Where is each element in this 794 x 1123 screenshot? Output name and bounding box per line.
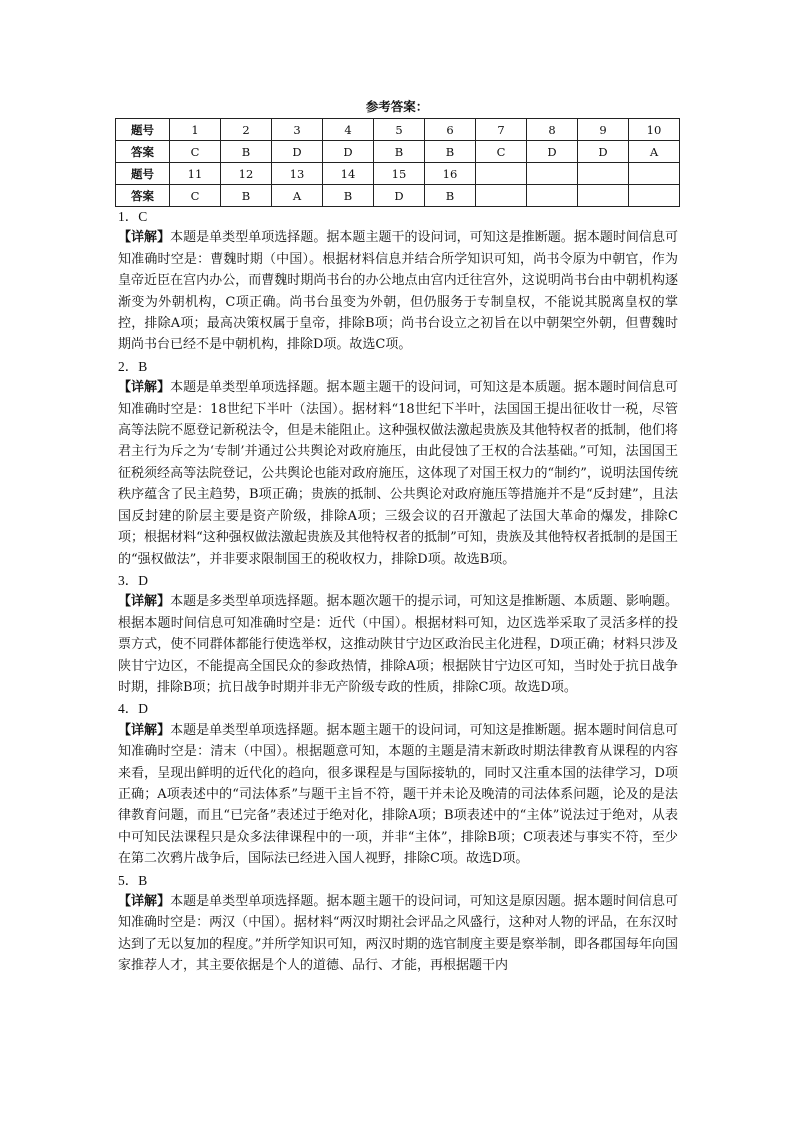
table-cell: B (221, 141, 272, 163)
explanation-tag: 【详解】 (118, 894, 171, 909)
table-cell: 8 (527, 119, 578, 141)
answer-explanation (118, 720, 678, 870)
table-cell: 12 (221, 163, 272, 185)
table-cell (476, 185, 527, 207)
table-cell: 13 (272, 163, 323, 185)
explanation-text: 本题是单类型单项选择题。据本题主题干的设问词，可知这是本质题。据本题时间信息可知准确时空是：18世纪下半叶（法国）。据材料“18世纪下半叶，法国国王提出征收廿一税，尽管高等法院不愿登记新税法令，但是未能阻止。这种强权做法激起贵族及其他特权者的抵制，他们将君主行为斥之为‘专制’并通过公共舆论对政府施压，由此侵蚀了王权的合法基础。”可知，法国国王征税须经高等法院登记，公共舆论也能对政府施压，这体现了对国王权力的“制约”，说明法国传统秩序蕴含了民主趋势，B项正确；贵族的抵制、公共舆论对政府施压等措施并不是“反封建”，且法国反封建的阶层主要是资产阶级，排除A项；三级会议的召开激起了法国大革命的爆发，排除C项；根据材料“这种强权做法激起贵族及其他特权者的抵制”可知，贵族及其他特权者抵制的是国王的“强权做法”，并非要求限制国王的税收权力，排除D项。故选B项。 (118, 380, 678, 567)
explanation-text: 本题是单类型单项选择题。据本题主题干的设问词，可知这是推断题。据本题时间信息可知准确时空是：清末（中国）。根据题意可知，本题的主题是清末新政时期法律教育从课程的内容来看，呈现出鲜明的近代化的趋向，很多课程是与国际接轨的，同时又注重本国的法律学习，D项正确；A项表述中的“司法体系”与题干主旨不符，题干并未论及晚清的司法体系问题，论及的是法律教育问题，而且“已完备”表述过于绝对化，排除A项；B项表述中的“主体”说法过于绝对，从表中可知民法课程只是众多法律课程中的一项，并非“主体”，排除B项；C项表述与事实不符，至少在第二次鸦片战争后，国际法已经进入国人视野，排除C项。故选D项。 (118, 722, 678, 867)
table-cell: 5 (374, 119, 425, 141)
table-cell: B (323, 185, 374, 207)
row-header: 题号 (116, 163, 170, 185)
table-cell: B (374, 141, 425, 163)
answer-number: 4．D (118, 701, 148, 717)
table-cell: 14 (323, 163, 374, 185)
table-cell: C (170, 185, 221, 207)
answer-explanation (118, 227, 678, 355)
table-cell: B (425, 185, 476, 207)
answer-number: 2．B (118, 358, 148, 374)
table-row (116, 119, 680, 141)
answer-explanation (118, 591, 678, 698)
table-cell (629, 185, 680, 207)
table-cell: 2 (221, 119, 272, 141)
table-cell: 11 (170, 163, 221, 185)
answer-key-title: 参考答案： (365, 99, 429, 114)
table-cell: 16 (425, 163, 476, 185)
table-cell: C (476, 141, 527, 163)
answer-number: 5．B (118, 872, 148, 888)
table-cell (476, 163, 527, 185)
table-row (116, 141, 680, 163)
table-cell (527, 163, 578, 185)
explanation-tag: 【详解】 (118, 594, 171, 610)
table-cell: 3 (272, 119, 323, 141)
table-cell: D (272, 141, 323, 163)
answer-explanation (118, 891, 678, 977)
row-header: 答案 (116, 185, 170, 207)
table-cell: B (425, 141, 476, 163)
table-cell: 4 (323, 119, 374, 141)
answer-table (115, 118, 680, 207)
table-cell (578, 185, 629, 207)
answer-number: 3．D (118, 572, 148, 588)
answer-explanation (118, 377, 678, 570)
explanation-tag: 【详解】 (118, 230, 171, 246)
table-cell: 9 (578, 119, 629, 141)
table-cell (527, 185, 578, 207)
table-cell: A (629, 141, 680, 163)
table-cell: 6 (425, 119, 476, 141)
explanation-text: 本题是单类型单项选择题。据本题主题干的设问词，可知这是推断题。据本题时间信息可知准确时空是：曹魏时期（中国）。根据材料信息并结合所学知识可知，尚书令原为中朝官，作为皇帝近臣在宫内办公，而曹魏时期尚书台的办公地点由宫内迁往宫外，这说明尚书台由中朝机构逐渐变为外朝机构，C项正确。尚书台虽变为外朝，但仍服务于专制皇权，不能说其脱离皇权的掌控，排除A项；最高决策权属于皇帝，排除B项；尚书台设立之初旨在以中朝架空外朝，但曹魏时期尚书台已经不是中朝机构，排除D项。故选C项。 (118, 230, 678, 353)
row-header: 题号 (116, 119, 170, 141)
explanation-tag: 【详解】 (118, 722, 171, 738)
table-cell: 10 (629, 119, 680, 141)
explanation-text: 本题是多类型单项选择题。据本题次题干的提示词，可知这是推断题、本质题、影响题。根据本题时间信息可知准确时空是：近代（中国）。根据材料可知，边区选举采取了灵活多样的投票方式，使不同群体都能行使选举权，这推动陕甘宁边区政治民主化进程，D项正确；材料只涉及陕甘宁边区，不能提高全国民众的参政热情，排除A项；根据陕甘宁边区可知，当时处于抗日战争时期，排除B项；抗日战争时期并非无产阶级专政的性质，排除C项。故选D项。 (118, 594, 678, 695)
row-header: 答案 (116, 141, 170, 163)
answer-explanations (118, 206, 678, 977)
table-cell: B (221, 185, 272, 207)
table-cell: D (374, 185, 425, 207)
table-row (116, 163, 680, 185)
explanation-tag: 【详解】 (118, 380, 171, 396)
table-cell: 7 (476, 119, 527, 141)
table-cell: A (272, 185, 323, 207)
table-cell (629, 163, 680, 185)
table-cell: 1 (170, 119, 221, 141)
answer-table-body (116, 119, 680, 207)
table-cell (578, 163, 629, 185)
table-row (116, 185, 680, 207)
table-cell: D (527, 141, 578, 163)
table-cell: D (578, 141, 629, 163)
table-cell: C (170, 141, 221, 163)
explanation-text: 本题是单类型单项选择题。据本题主题干的设问词，可知这是原因题。据本题时间信息可知准确时空是：两汉（中国）。据材料“两汉时期社会评品之风盛行，这种对人物的评品，在东汉时达到了无以复加的程度。”并所学知识可知，两汉时期的选官制度主要是察举制，即各郡国每年向国家推荐人才，其主要依据是个人的道德、品行、才能，再根据题干内 (118, 894, 678, 974)
answer-number: 1．C (118, 209, 148, 224)
table-cell: 15 (374, 163, 425, 185)
table-cell: D (323, 141, 374, 163)
